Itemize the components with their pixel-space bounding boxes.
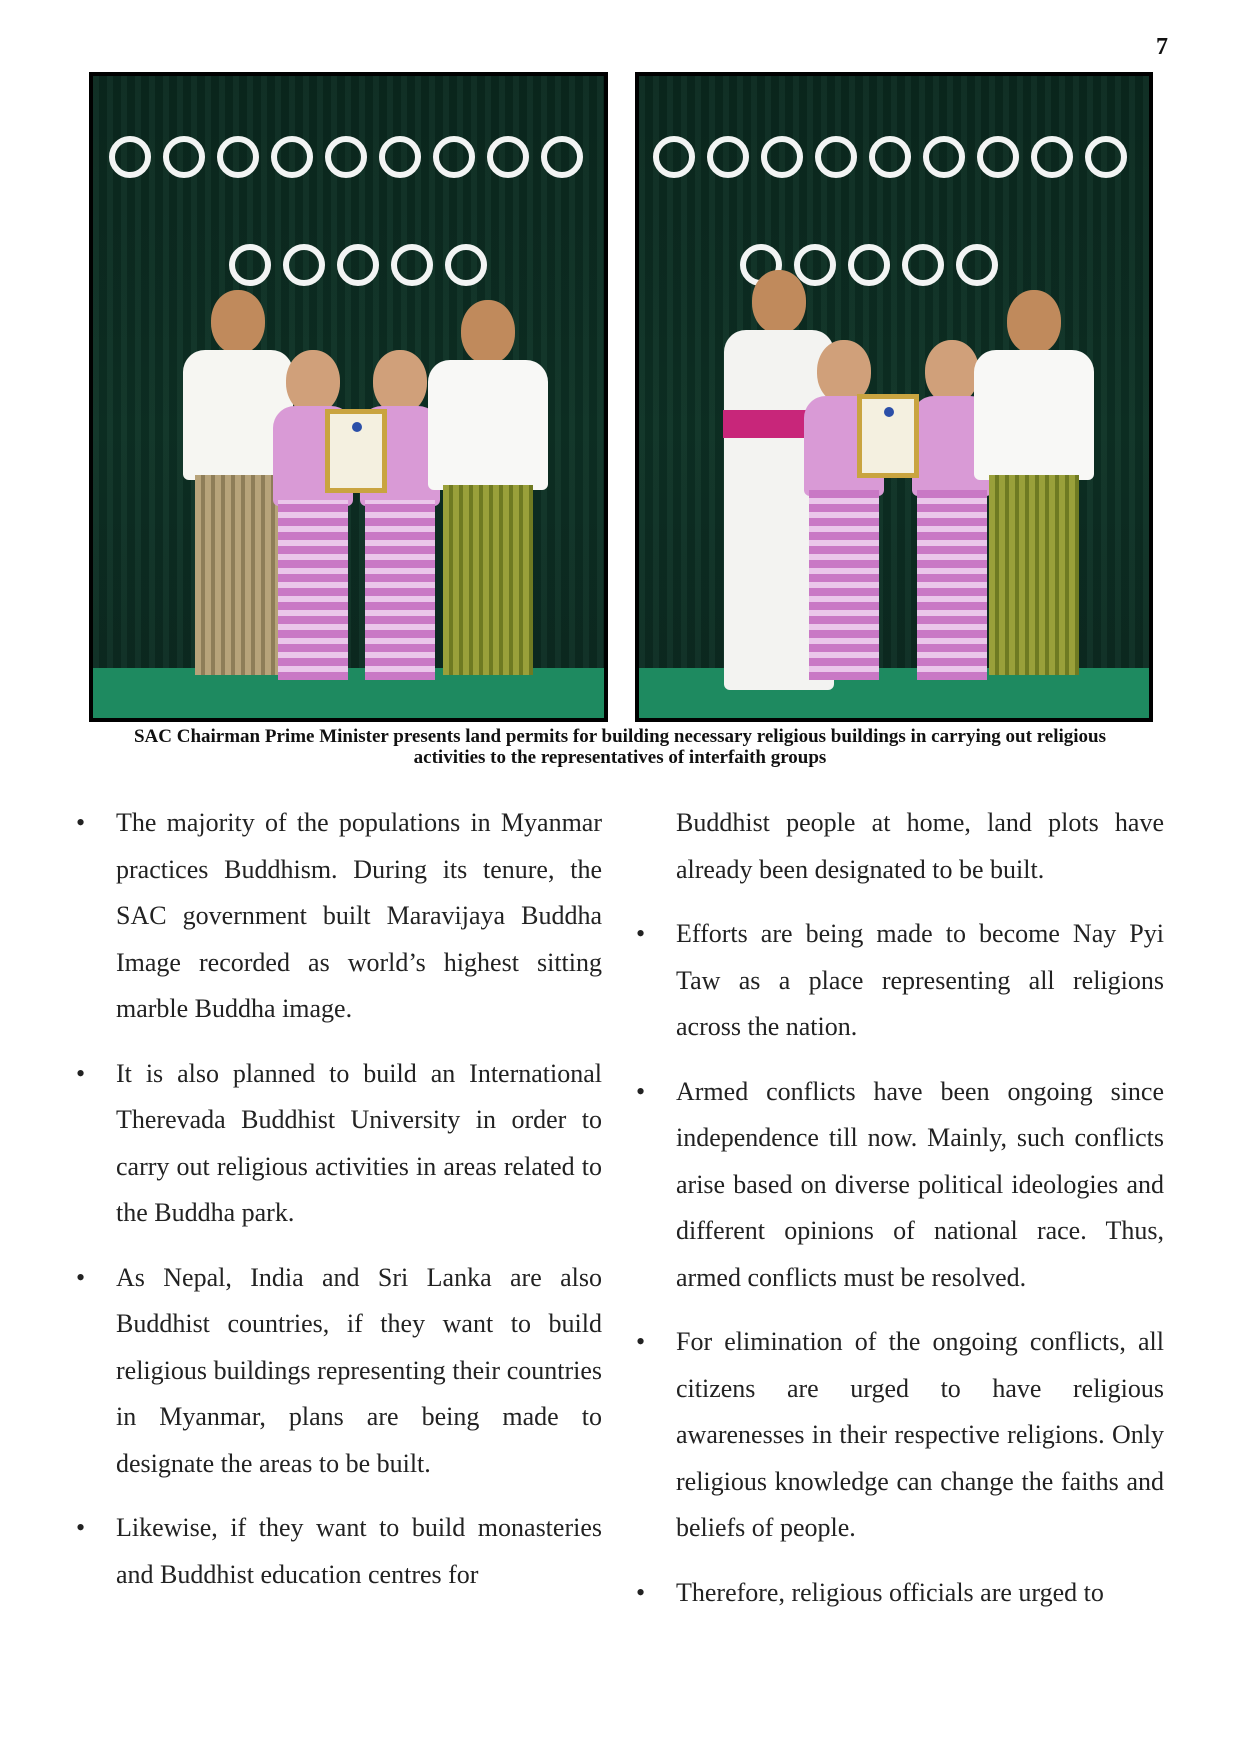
caption-line-2: activities to the representatives of interfaith groups (413, 747, 827, 768)
attendant-right-1 (799, 340, 889, 690)
right-column (636, 800, 1164, 1634)
bullet-paragraph: • It is also planned to build an International Therevada Buddhist University in order to carry out religious activities in areas related to the Buddha park. (76, 1051, 602, 1237)
bullet-paragraph: • The majority of the populations in Myanmar practices Buddhism. During its tenure, the SAC government built Maravijaya Buddha Image recorded as world’s highest sitting marble Buddha image. (76, 800, 602, 1033)
certificate-left (325, 409, 387, 493)
continued-paragraph: Buddhist people at home, land plots have already been designated to be built. (676, 808, 1164, 884)
bullet-paragraph: • As Nepal, India and Sri Lanka are also Buddhist countries, if they want to build religious buildings representing their countries in Myanmar, plans are being made to designate the areas to be built. (76, 1255, 602, 1488)
chairman-right (969, 290, 1099, 690)
certificate-right (857, 394, 919, 478)
page-number: 7 (1156, 34, 1168, 60)
bullet-paragraph: • Armed conflicts have been ongoing since independence till now. Mainly, such conflicts arise based on diverse political ideologies and different opinions of national race. Thus, armed conflicts must be resolved. (636, 1069, 1164, 1302)
bullet-paragraph: • For elimination of the ongoing conflicts, all citizens are urged to have religious awarenesses in their respective religions. Only religious knowledge can change the faiths and beliefs of people. (636, 1319, 1164, 1552)
photo-caption (60, 726, 1180, 768)
attendant-left-1 (268, 350, 358, 690)
caption-line-1: SAC Chairman Prime Minister presents land permits for building necessary religious buildings in carrying out religious (133, 726, 1107, 747)
bullet-paragraph: • Therefore, religious officials are urged to (636, 1570, 1164, 1617)
bullet-paragraph: • Efforts are being made to become Nay Pyi Taw as a place representing all religions across the nation. (636, 911, 1164, 1051)
chairman-left (423, 300, 553, 690)
ceremony-photo-right (635, 72, 1153, 722)
bullet-paragraph: • Likewise, if they want to build monasteries and Buddhist education centres for (76, 1505, 602, 1598)
left-column (76, 800, 602, 1616)
ceremony-photo-left (89, 72, 608, 722)
